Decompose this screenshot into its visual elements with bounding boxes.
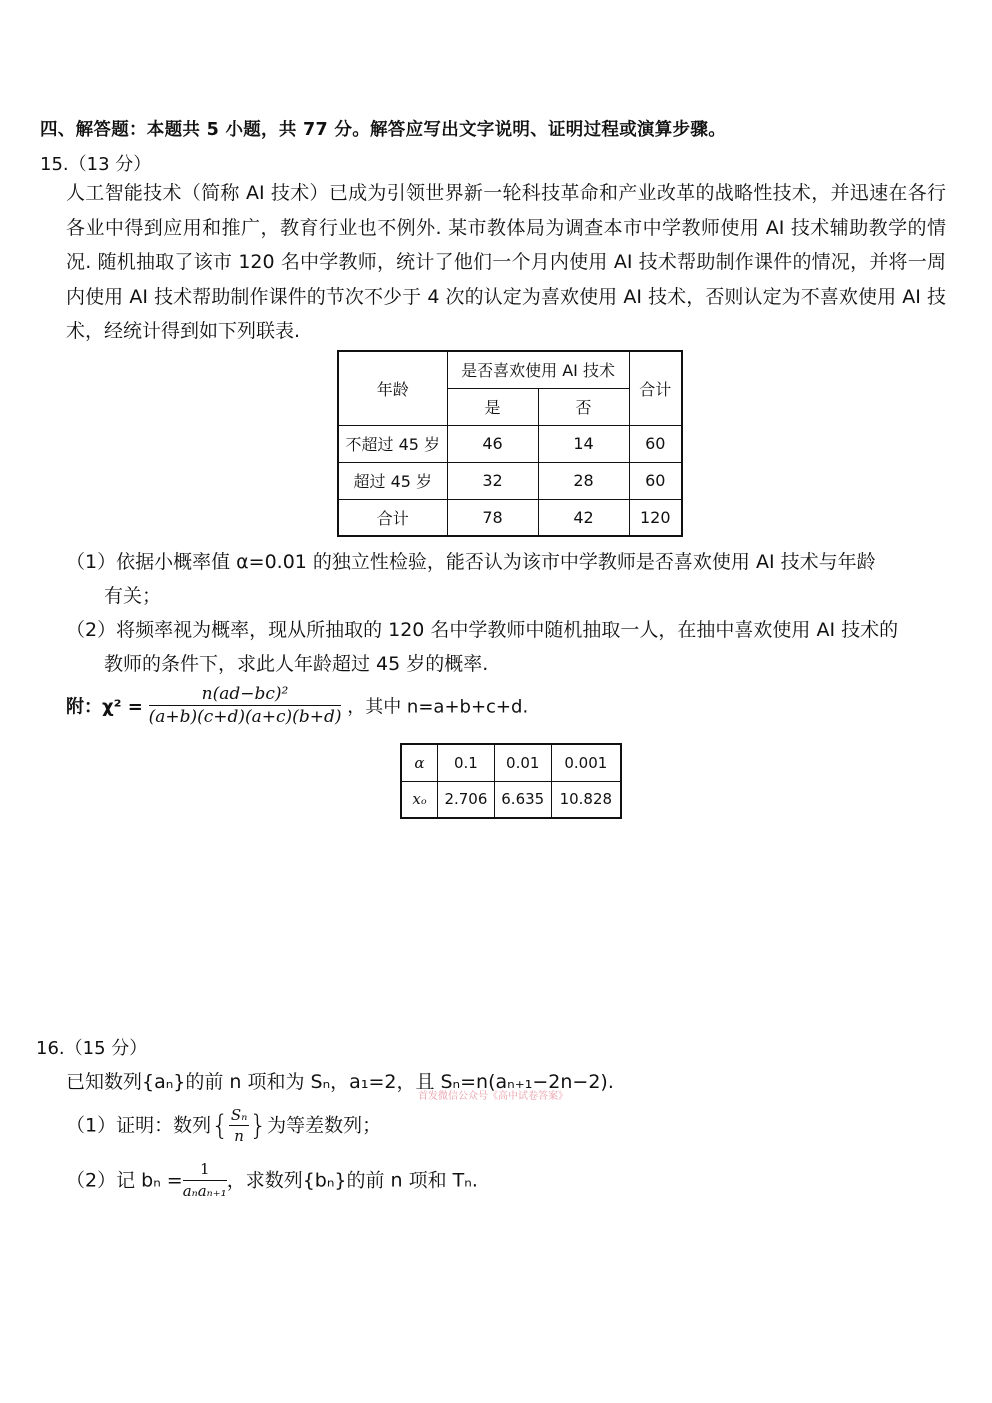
alpha-value: 0.001 (551, 744, 621, 781)
cell-yes: 46 (447, 425, 538, 462)
right-brace: } (249, 1108, 268, 1142)
table-row (338, 499, 682, 536)
row-label: 超过 45 岁 (338, 462, 447, 499)
x-value: 10.828 (551, 781, 621, 818)
cell-total: 60 (629, 462, 682, 499)
q16-part1-prefix: （1）证明：数列 (66, 1114, 212, 1137)
q16-part1-suffix: 为等差数列； (267, 1114, 382, 1137)
x-value: 6.635 (494, 781, 551, 818)
q16-part1 (66, 1106, 381, 1145)
q16-part2-prefix: （2）记 bₙ = (66, 1169, 183, 1192)
fraction-numerator: 1 (183, 1160, 227, 1181)
cell-total: 120 (629, 499, 682, 536)
q15-part1-line1: （1）依据小概率值 α=0.01 的独立性检验，能否认为该市中学教师是否喜欢使用 AI 技术与年龄 (66, 551, 876, 573)
x-value: 2.706 (438, 781, 495, 818)
formula-fraction (149, 684, 342, 727)
q15-part1-line2: 有关； (104, 585, 162, 607)
cell-no: 14 (538, 425, 629, 462)
q15-intro: 人工智能技术（简称 AI 技术）已成为引领世界新一轮科技革命和产业改革的战略性技术，并迅速在各行各业中得到应用和推广，教育行业也不例外. 某市教体局为调查本市中学教师使用 AI 技术辅助教学的情况. 随机抽取了该市 120 名中学教师，统计了他们一个月内使用 AI 技术帮助制作课件的情况，并将一周内使用 AI 技术帮助制作课件的节次不少于 4 次的认定为喜欢使用 AI 技术，否则认定为不喜欢使用 AI 技术，经统计得到如下列联表. (66, 182, 946, 342)
table-row (338, 462, 682, 499)
row-label: 合计 (338, 499, 447, 536)
alpha-value: 0.01 (494, 744, 551, 781)
formula-prefix: 附：χ² = (66, 696, 143, 718)
watermark: 首发微信公众号《高中试卷答案》 (418, 1091, 568, 1102)
q15-number: 15.（13 分） (40, 154, 152, 175)
cell-no: 42 (538, 499, 629, 536)
q16-number: 16.（15 分） (36, 1038, 148, 1059)
chi-square-formula (66, 684, 528, 727)
header-total: 合计 (629, 351, 682, 425)
header-no: 否 (538, 388, 629, 425)
formula-denominator: (a+b)(c+d)(a+c)(b+d) (148, 707, 342, 727)
q16-part2-suffix: ，求数列{bₙ}的前 n 项和 Tₙ. (226, 1169, 478, 1192)
header-group: 是否喜欢使用 AI 技术 (447, 351, 629, 388)
fraction-denominator: n (234, 1127, 244, 1145)
sn-over-n-fraction (229, 1106, 249, 1145)
cell-yes: 78 (447, 499, 538, 536)
header-yes: 是 (447, 388, 538, 425)
x-label: xₒ (401, 781, 438, 818)
cell-no: 28 (538, 462, 629, 499)
cell-yes: 32 (447, 462, 538, 499)
row-label: 不超过 45 岁 (338, 425, 447, 462)
cell-total: 60 (629, 425, 682, 462)
critical-value-table (400, 743, 622, 819)
alpha-value: 0.1 (438, 744, 495, 781)
q15-part2-line2: 教师的条件下，求此人年龄超过 45 岁的概率. (104, 653, 489, 675)
formula-suffix: ，其中 n=a+b+c+d. (347, 696, 529, 718)
alpha-label: α (401, 744, 438, 781)
left-brace: { (211, 1108, 229, 1142)
fraction-numerator: Sₙ (230, 1106, 248, 1124)
q15-part2-line1: （2）将频率视为概率，现从所抽取的 120 名中学教师中随机抽取一人，在抽中喜欢使用 AI 技术的 (66, 619, 899, 641)
fraction-denominator: aₙaₙ₊₁ (182, 1182, 227, 1200)
formula-numerator: n(ad−bc)² (149, 684, 342, 706)
section-heading: 四、解答题：本题共 5 小题，共 77 分。解答应写出文字说明、证明过程或演算步骤。 (40, 120, 726, 140)
contingency-table (337, 350, 683, 537)
bn-fraction (183, 1160, 227, 1201)
q16-given: 已知数列{aₙ}的前 n 项和为 Sₙ，a₁=2，且 Sₙ=n(aₙ₊₁−2n−2). (66, 1071, 614, 1093)
header-age: 年龄 (338, 351, 447, 425)
q16-part2 (66, 1160, 478, 1201)
table-row (338, 425, 682, 462)
